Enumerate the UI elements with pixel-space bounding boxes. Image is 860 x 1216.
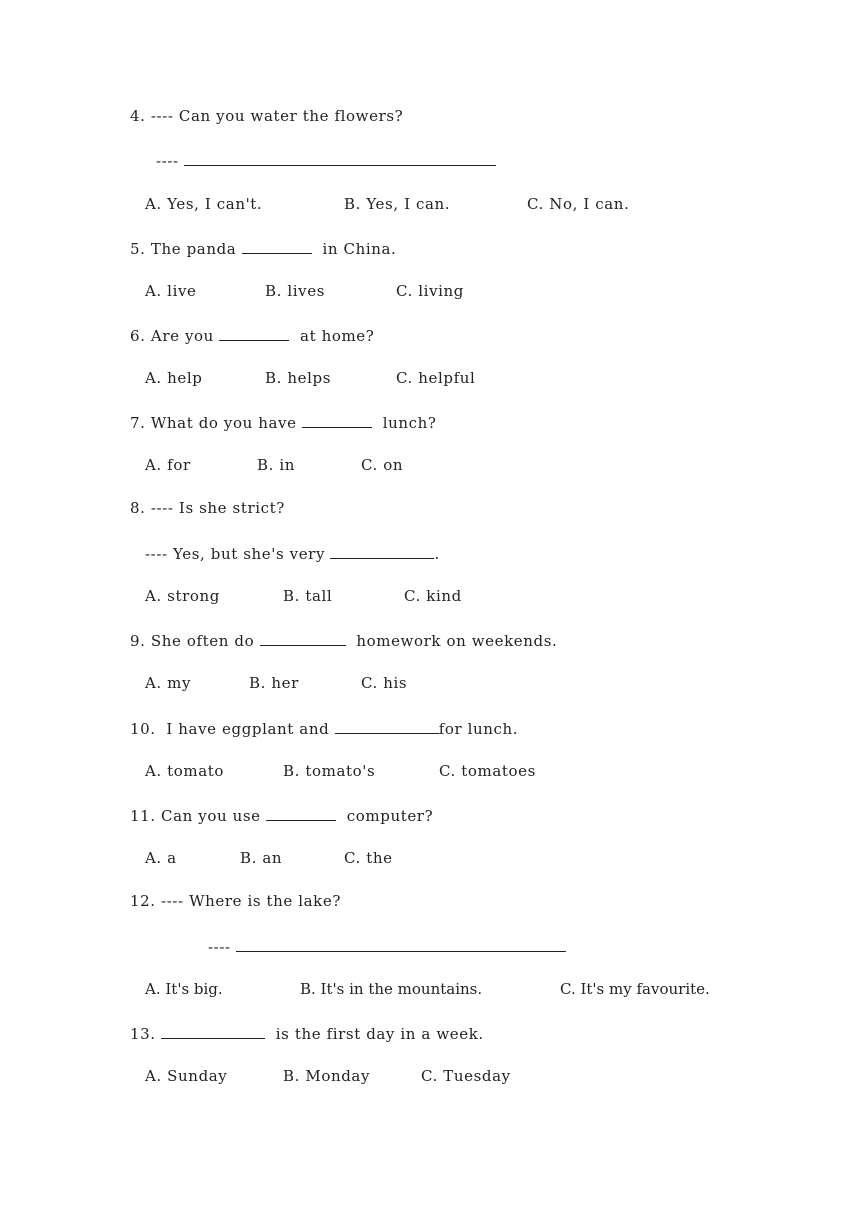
question-6 [130,324,374,346]
question-number: 12. [130,892,156,910]
answer-blank[interactable] [266,804,336,821]
options-10 [145,761,536,781]
options-7 [145,455,403,475]
answer-line-4 [156,149,496,171]
question-stem-after: lunch? [382,414,437,432]
option-c[interactable]: C. on [361,456,404,474]
answer-blank[interactable] [161,1022,265,1039]
options-9 [145,673,407,693]
question-stem-before: She often do [150,632,255,650]
option-c[interactable]: C. No, I can. [527,195,630,213]
option-b[interactable]: B. Yes, I can. [344,195,451,213]
question-13 [130,1022,484,1044]
answer-blank[interactable] [236,935,566,952]
option-b[interactable]: B. in [257,456,296,474]
question-7 [130,411,437,433]
option-a[interactable]: A. live [145,282,197,300]
question-number: 5. [130,240,146,258]
question-stem-before: Are you [150,327,214,345]
answer-blank[interactable] [184,149,496,166]
option-c[interactable]: C. It's my favourite. [560,980,710,998]
option-c[interactable]: C. kind [404,587,462,605]
question-stem-after: at home? [300,327,375,345]
question-12 [130,891,341,911]
question-stem-before: The panda [150,240,237,258]
option-b[interactable]: B. her [249,674,299,692]
answer-blank[interactable] [242,237,312,254]
answer-blank[interactable] [219,324,289,341]
answer-line-12 [208,935,566,957]
option-a[interactable]: A. strong [145,587,220,605]
option-c[interactable]: C. his [361,674,408,692]
answer-after: . [434,545,440,563]
question-4 [130,106,403,126]
question-stem-after: computer? [346,807,434,825]
question-stem-after: homework on weekends. [356,632,558,650]
question-stem: ---- Is she strict? [150,499,285,517]
question-stem-before: Can you use [161,807,261,825]
options-4 [145,194,629,214]
question-number: 8. [130,499,146,517]
question-stem: ---- Where is the lake? [161,892,341,910]
question-number: 11. [130,807,156,825]
option-b[interactable]: B. Monday [283,1067,371,1085]
option-a[interactable]: A. Sunday [145,1067,228,1085]
answer-before: ---- Yes, but she's very [145,545,326,563]
option-c[interactable]: C. living [396,282,465,300]
option-a[interactable]: A. my [145,674,192,692]
question-9 [130,629,557,651]
question-number: 10. [130,720,156,738]
option-c[interactable]: C. helpful [396,369,476,387]
question-5 [130,237,396,259]
option-c[interactable]: C. Tuesday [421,1067,511,1085]
question-8 [130,498,285,518]
answer-blank[interactable] [335,717,439,734]
answer-blank[interactable] [302,411,372,428]
answer-line-8 [145,542,440,564]
question-11 [130,804,433,826]
option-b[interactable]: B. tall [283,587,333,605]
option-b[interactable]: B. helps [265,369,331,387]
option-c[interactable]: C. tomatoes [439,762,536,780]
options-12 [145,979,710,999]
question-stem-before: What do you have [150,414,297,432]
question-stem-after: in China. [322,240,397,258]
option-a[interactable]: A. Yes, I can't. [145,195,263,213]
option-b[interactable]: B. tomato's [283,762,376,780]
question-10 [130,717,518,739]
answer-prefix: ---- [208,938,231,956]
question-stem-before: I have eggplant and [166,720,330,738]
options-8 [145,586,462,606]
question-number: 13. [130,1025,156,1043]
options-13 [145,1066,511,1086]
option-b[interactable]: B. an [240,849,283,867]
option-b[interactable]: B. lives [265,282,326,300]
question-number: 4. [130,107,146,125]
option-a[interactable]: A. It's big. [145,980,223,998]
option-a[interactable]: A. a [145,849,177,867]
options-6 [145,368,475,388]
question-number: 7. [130,414,146,432]
question-stem: ---- Can you water the flowers? [150,107,404,125]
options-11 [145,848,393,868]
options-5 [145,281,464,301]
answer-blank[interactable] [330,542,434,559]
question-number: 6. [130,327,146,345]
answer-blank[interactable] [260,629,346,646]
question-stem-after: is the first day in a week. [275,1025,484,1043]
option-a[interactable]: A. tomato [145,762,225,780]
option-a[interactable]: A. help [145,369,203,387]
question-number: 9. [130,632,146,650]
answer-prefix: ---- [156,152,179,170]
option-a[interactable]: A. for [145,456,191,474]
option-c[interactable]: C. the [344,849,393,867]
question-stem-after: for lunch. [438,720,519,738]
option-b[interactable]: B. It's in the mountains. [300,980,483,998]
